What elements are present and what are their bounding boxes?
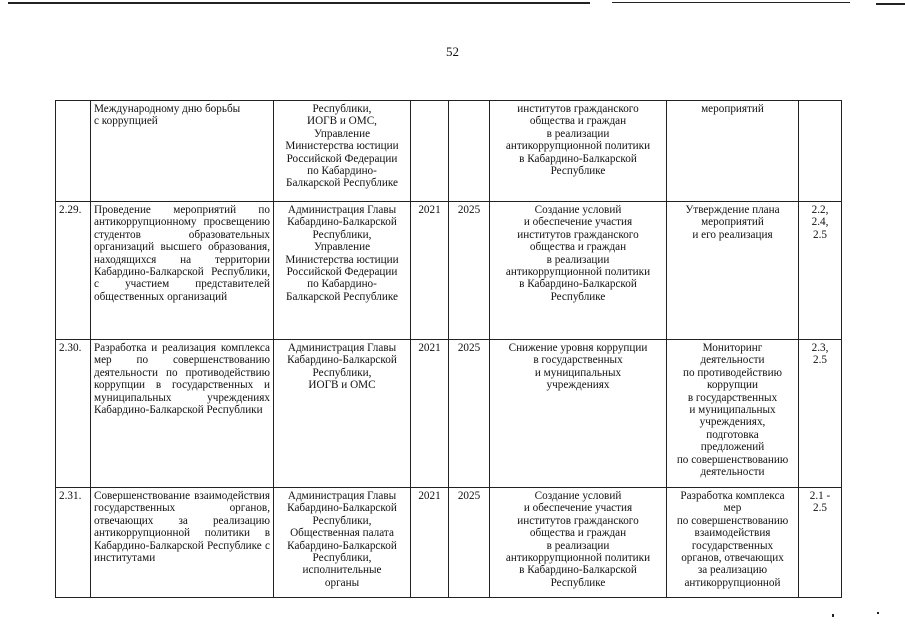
page-number: 52 (446, 44, 459, 59)
item-number (56, 101, 91, 202)
scan-speck (832, 614, 834, 617)
goal: Снижение уровня коррупции в государственных и муниципальных учреждениях (490, 340, 667, 488)
year-start: 2021 (411, 488, 449, 598)
indicator (799, 101, 842, 202)
expected-result: Разработка комплекса мер по совершенствованию взаимодействия государственных органов, отвечающих за реализацию антикоррупционной (667, 488, 799, 598)
expected-result: Утверждение плана мероприятий и его реализация (667, 202, 799, 340)
year-end: 2025 (449, 488, 490, 598)
item-number: 2.29. (56, 202, 91, 340)
scan-line (876, 3, 905, 5)
table-row (56, 488, 842, 598)
executor: Администрация Главы Кабардино-Балкарской Республики, Управление Министерства юстиции Российской Федерации по Кабардино- Балкарской Республике (274, 202, 411, 340)
year-end (449, 101, 490, 202)
measure-name: Проведение мероприятий по антикоррупционному просвещению студентов образовательных организаций высшего образования, находящихся на территории Кабардино-Балкарской Республики, с участием представителей общественных организаций (91, 202, 274, 340)
indicator: 2.3, 2.5 (799, 340, 842, 488)
executor: Республики, ИОГВ и ОМС, Управление Министерства юстиции Российской Федерации по Кабардино- Балкарской Республике (274, 101, 411, 202)
scan-line (8, 2, 590, 4)
goal: Создание условий и обеспечение участия институтов гражданского общества и граждан в реализации антикоррупционной политики в Кабардино-Балкарской Республике (490, 488, 667, 598)
scan-speck (877, 612, 879, 614)
measure-name: Международному дню борьбы с коррупцией (91, 101, 274, 202)
indicator: 2.2, 2.4, 2.5 (799, 202, 842, 340)
table-row (56, 340, 842, 488)
year-start (411, 101, 449, 202)
measures-table (55, 100, 842, 598)
indicator: 2.1 - 2.5 (799, 488, 842, 598)
measure-name: Разработка и реализация комплекса мер по совершенствованию деятельности по противодействию коррупции в государственных и муниципальных учреждениях Кабардино-Балкарской Республики (91, 340, 274, 488)
item-number: 2.30. (56, 340, 91, 488)
year-end: 2025 (449, 340, 490, 488)
table-row (56, 202, 842, 340)
goal: Создание условий и обеспечение участия институтов гражданского общества и граждан в реализации антикоррупционной политики в Кабардино-Балкарской Республике (490, 202, 667, 340)
item-number: 2.31. (56, 488, 91, 598)
expected-result: мероприятий (667, 101, 799, 202)
executor: Администрация Главы Кабардино-Балкарской Республики, ИОГВ и ОМС (274, 340, 411, 488)
year-start: 2021 (411, 202, 449, 340)
year-end: 2025 (449, 202, 490, 340)
year-start: 2021 (411, 340, 449, 488)
scan-line (612, 2, 850, 3)
executor: Администрация Главы Кабардино-Балкарской Республики, Общественная палата Кабардино-Балкарской Республики, исполнительные органы (274, 488, 411, 598)
goal: институтов гражданского общества и граждан в реализации антикоррупционной политики в Кабардино-Балкарской Республике (490, 101, 667, 202)
expected-result: Мониторинг деятельности по противодействию коррупции в государственных и муниципальных учреждениях, подготовка предложений по совершенствованию деятельности (667, 340, 799, 488)
measure-name: Совершенствование взаимодействия государственных органов, отвечающих за реализацию антикоррупционной политики в Кабардино-Балкарской Республике с институтами (91, 488, 274, 598)
table-row (56, 101, 842, 202)
